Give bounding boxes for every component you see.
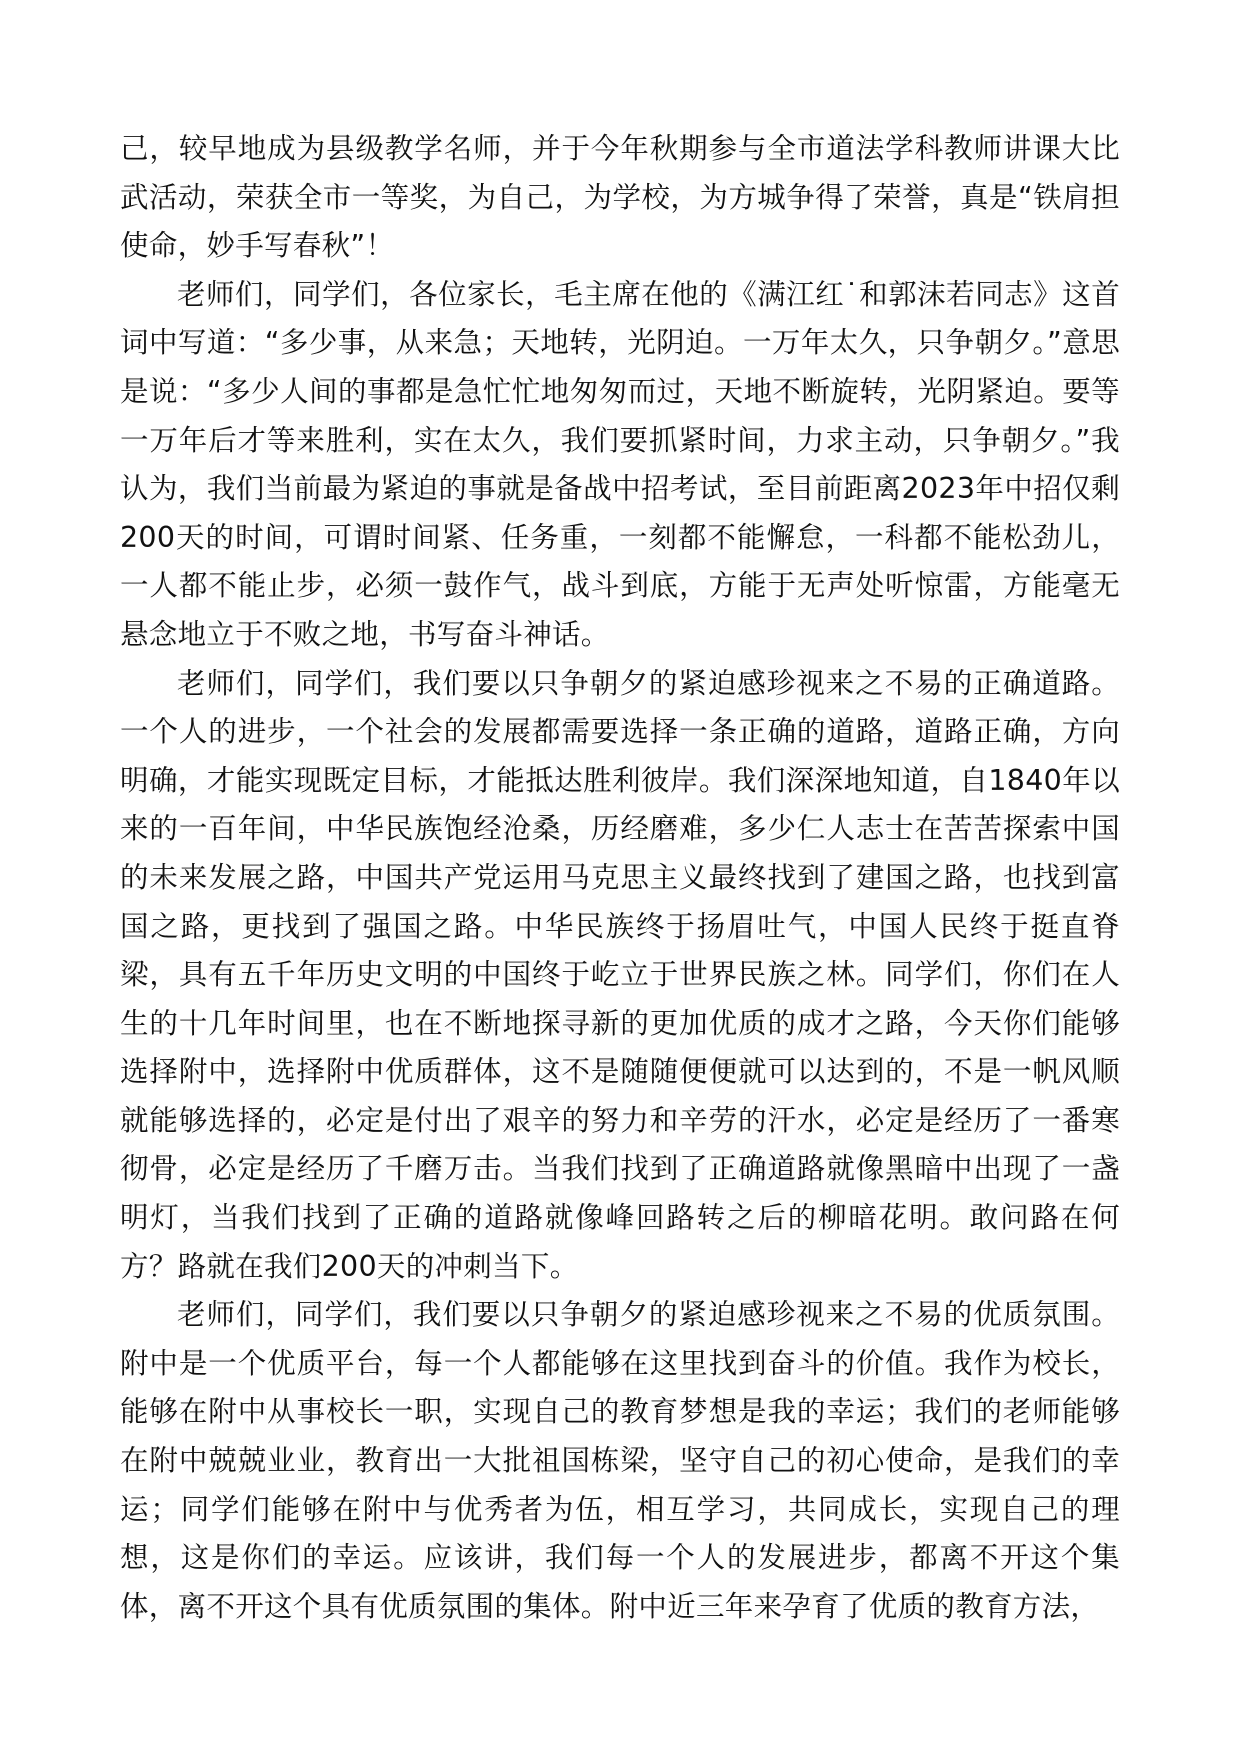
paragraph-3: 老师们，同学们，我们要以只争朝夕的紧迫感珍视来之不易的正确道路。一个人的进步，一个社会的发展都需要选择一条正确的道路，道路正确，方向明确，才能实现既定目标，才能抵达胜利彼岸。我们深深地知道，自1840年以来的一百年间，中华民族饱经沧桑，历经磨难，多少仁人志士在苦苦探索中国的未来发展之路，中国共产党运用马克思主义最终找到了建国之路，也找到富国之路，更找到了强国之路。中华民族终于扬眉吐气，中国人民终于挺直脊梁，具有五千年历史文明的中国终于屹立于世界民族之林。同学们，你们在人生的十几年时间里，也在不断地探寻新的更加优质的成才之路，今天你们能够选择附中，选择附中优质群体，这不是随随便便就可以达到的，不是一帆风顺就能够选择的，必定是付出了艰辛的努力和辛劳的汗水，必定是经历了一番寒彻骨，必定是经历了千磨万击。当我们找到了正确道路就像黑暗中出现了一盏明灯，当我们找到了正确的道路就像峰回路转之后的柳暗花明。敢问路在何方？路就在我们200天的冲刺当下。 bbox=[120, 666, 1120, 1283]
paragraph-1: 己，较早地成为县级教学名师，并于今年秋期参与全市道法学科教师讲课大比武活动，荣获全市一等奖，为自己，为学校，为方城争得了荣誉，真是“铁肩担使命，妙手写春秋”！ bbox=[120, 132, 1120, 263]
paragraph-4: 老师们，同学们，我们要以只争朝夕的紧迫感珍视来之不易的优质氛围。附中是一个优质平台，每一个人都能够在这里找到奋斗的价值。我作为校长，能够在附中从事校长一职，实现自己的教育梦想是我的幸运；我们的老师能够在附中兢兢业业，教育出一大批祖国栋梁，坚守自己的初心使命，是我们的幸运；同学们能够在附中与优秀者为伍，相互学习，共同成长，实现自己的理想，这是你们的幸运。应该讲，我们每一个人的发展进步，都离不开这个集体，离不开这个具有优质氛围的集体。附中近三年来孕育了优质的教育方法， bbox=[120, 1298, 1120, 1623]
paragraph-2: 老师们，同学们，各位家长，毛主席在他的《满江红˙和郭沫若同志》这首词中写道：“多少事，从来急；天地转，光阴迫。一万年太久，只争朝夕。”意思是说：“多少人间的事都是急忙忙地匆匆而过，天地不断旋转，光阴紧迫。要等一万年后才等来胜利，实在太久，我们要抓紧时间，力求主动，只争朝夕。”我认为，我们当前最为紧迫的事就是备战中招考试，至目前距离2023年中招仅剩200天的时间，可谓时间紧、任务重，一刻都不能懈怠，一科都不能松劲儿，一人都不能止步，必须一鼓作气，战斗到底，方能于无声处听惊雷，方能毫无悬念地立于不败之地，书写奋斗神话。 bbox=[120, 277, 1120, 651]
document-body bbox=[120, 125, 1120, 1631]
